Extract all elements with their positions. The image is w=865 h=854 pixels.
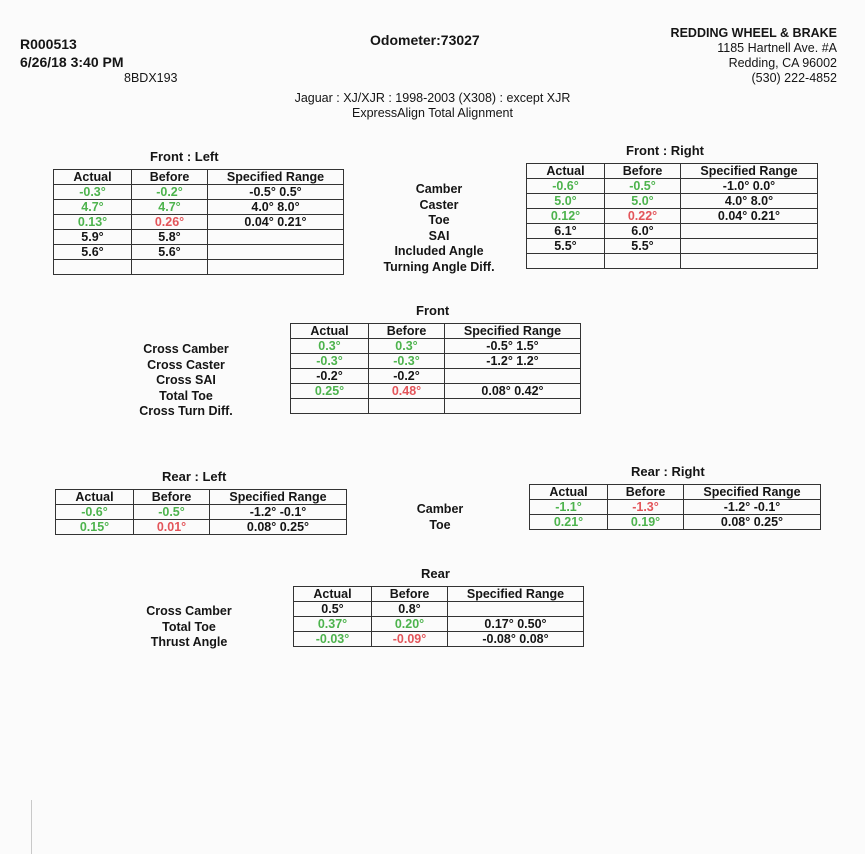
- actual-value: [54, 260, 132, 275]
- specified-range: 0.08° 0.42°: [445, 384, 581, 399]
- actual-value: 5.5°: [527, 239, 605, 254]
- measurement-label: Toe: [428, 213, 450, 227]
- shop-name: REDDING WHEEL & BRAKE: [670, 26, 837, 40]
- specified-range: 0.08° 0.25°: [684, 515, 821, 530]
- measurement-label: Camber: [415, 182, 463, 196]
- measurement-label: Total Toe: [162, 619, 216, 634]
- column-header-actual: Actual: [291, 324, 369, 339]
- actual-value: 0.37°: [294, 617, 372, 632]
- specified-range: [208, 230, 344, 245]
- before-value: -0.2°: [369, 369, 445, 384]
- before-value: 0.19°: [608, 515, 684, 530]
- measurement-label: Cross Camber: [146, 604, 232, 618]
- measurement-label: Cross Turn Diff.: [139, 404, 233, 418]
- specified-range: -0.08° 0.08°: [448, 632, 584, 647]
- actual-value: -0.6°: [56, 505, 134, 520]
- measurement-label: Cross SAI: [156, 373, 216, 387]
- actual-value: 0.13°: [54, 215, 132, 230]
- column-header-before: Before: [605, 164, 681, 179]
- specified-range: 4.0° 8.0°: [208, 200, 344, 215]
- actual-value: -0.03°: [294, 632, 372, 647]
- specified-range: [681, 224, 818, 239]
- rear-right-table: [529, 484, 821, 530]
- table-row: [530, 515, 821, 530]
- specified-range: 0.04° 0.21°: [681, 209, 818, 224]
- specified-range: [445, 369, 581, 384]
- actual-value: 0.12°: [527, 209, 605, 224]
- actual-value: 5.9°: [54, 230, 132, 245]
- column-header-actual: Actual: [56, 490, 134, 505]
- table-row: [291, 399, 581, 414]
- rear-left-title: Rear : Left: [162, 469, 227, 484]
- table-row: [54, 260, 344, 275]
- table-row: [56, 505, 347, 520]
- table-row: [527, 194, 818, 209]
- actual-value: 0.25°: [291, 384, 369, 399]
- actual-value: -0.2°: [291, 369, 369, 384]
- column-header-before: Before: [369, 324, 445, 339]
- before-value: -0.5°: [134, 505, 210, 520]
- column-header-range: Specified Range: [681, 164, 818, 179]
- before-value: 0.01°: [134, 520, 210, 535]
- before-value: [369, 399, 445, 414]
- actual-value: 5.0°: [527, 194, 605, 209]
- rear-measurement-labels: [390, 502, 490, 533]
- rear-cross-labels: [124, 604, 254, 651]
- before-value: 0.22°: [605, 209, 681, 224]
- column-header-range: Specified Range: [208, 170, 344, 185]
- measurement-label: Total Toe: [159, 388, 213, 403]
- specified-range: -1.0° 0.0°: [681, 179, 818, 194]
- column-header-actual: Actual: [54, 170, 132, 185]
- actual-value: 0.3°: [291, 339, 369, 354]
- table-row: [527, 254, 818, 269]
- table-row: [54, 230, 344, 245]
- before-value: -1.3°: [608, 500, 684, 515]
- column-header-actual: Actual: [294, 587, 372, 602]
- column-header-range: Specified Range: [448, 587, 584, 602]
- specified-range: [445, 399, 581, 414]
- front-left-title: Front : Left: [150, 149, 219, 164]
- actual-value: -0.3°: [54, 185, 132, 200]
- actual-value: [291, 399, 369, 414]
- actual-value: 0.5°: [294, 602, 372, 617]
- report-datetime: 6/26/18 3:40 PM: [20, 54, 124, 70]
- specified-range: -1.2° -0.1°: [210, 505, 347, 520]
- measurement-label: Caster: [419, 197, 459, 212]
- column-header-actual: Actual: [530, 485, 608, 500]
- measurement-label: Turning Angle Diff.: [383, 259, 495, 274]
- specified-range: -1.2° -0.1°: [684, 500, 821, 515]
- actual-value: 4.7°: [54, 200, 132, 215]
- column-header-range: Specified Range: [684, 485, 821, 500]
- column-header-before: Before: [134, 490, 210, 505]
- specified-range: 0.04° 0.21°: [208, 215, 344, 230]
- license-plate: 8BDX193: [124, 71, 178, 85]
- before-value: -0.5°: [605, 179, 681, 194]
- actual-value: [527, 254, 605, 269]
- measurement-label: Camber: [416, 502, 464, 516]
- column-header-actual: Actual: [527, 164, 605, 179]
- shop-info: [671, 26, 837, 86]
- specified-range: 4.0° 8.0°: [681, 194, 818, 209]
- before-value: [605, 254, 681, 269]
- front-left-table: [53, 169, 344, 275]
- specified-range: [681, 239, 818, 254]
- before-value: -0.2°: [132, 185, 208, 200]
- actual-value: 0.21°: [530, 515, 608, 530]
- specified-range: -0.5° 0.5°: [208, 185, 344, 200]
- before-value: [132, 260, 208, 275]
- shop-address: 1185 Hartnell Ave. #A: [717, 41, 837, 55]
- table-row: [294, 617, 584, 632]
- before-value: 4.7°: [132, 200, 208, 215]
- table-row: [527, 239, 818, 254]
- specified-range: 0.08° 0.25°: [210, 520, 347, 535]
- before-value: 0.3°: [369, 339, 445, 354]
- table-row: [527, 224, 818, 239]
- before-value: -0.09°: [372, 632, 448, 647]
- specified-range: -0.5° 1.5°: [445, 339, 581, 354]
- column-header-before: Before: [132, 170, 208, 185]
- before-value: 5.8°: [132, 230, 208, 245]
- specified-range: 0.17° 0.50°: [448, 617, 584, 632]
- rear-cross-title: Rear: [421, 566, 450, 581]
- specified-range: [208, 245, 344, 260]
- scan-margin-line: [31, 800, 32, 854]
- column-header-range: Specified Range: [210, 490, 347, 505]
- vehicle-description: Jaguar : XJ/XJR : 1998-2003 (X308) : except XJR: [294, 91, 571, 105]
- before-value: 5.0°: [605, 194, 681, 209]
- table-row: [527, 179, 818, 194]
- rear-left-table: [55, 489, 347, 535]
- actual-value: -0.6°: [527, 179, 605, 194]
- table-row: [527, 209, 818, 224]
- table-row: [530, 500, 821, 515]
- table-row: [54, 245, 344, 260]
- specified-range: [448, 602, 584, 617]
- front-right-table: [526, 163, 818, 269]
- rear-right-title: Rear : Right: [631, 464, 705, 479]
- measurement-label: Thrust Angle: [150, 635, 228, 649]
- specified-range: [681, 254, 818, 269]
- front-cross-title: Front: [416, 303, 450, 318]
- before-value: 6.0°: [605, 224, 681, 239]
- table-row: [56, 520, 347, 535]
- before-value: 5.6°: [132, 245, 208, 260]
- before-value: 0.26°: [132, 215, 208, 230]
- measurement-label: SAI: [428, 228, 450, 243]
- measurement-label: Included Angle: [394, 244, 484, 258]
- service-description: ExpressAlign Total Alignment: [352, 106, 513, 120]
- shop-phone: (530) 222-4852: [751, 71, 837, 85]
- table-row: [54, 200, 344, 215]
- front-cross-table: [290, 323, 581, 414]
- before-value: 5.5°: [605, 239, 681, 254]
- vehicle-info: [0, 91, 865, 121]
- table-row: [291, 339, 581, 354]
- actual-value: -1.1°: [530, 500, 608, 515]
- before-value: 0.8°: [372, 602, 448, 617]
- table-row: [294, 602, 584, 617]
- shop-city: Redding, CA 96002: [728, 56, 837, 70]
- measurement-label: Cross Camber: [143, 342, 229, 356]
- table-row: [291, 384, 581, 399]
- column-header-before: Before: [608, 485, 684, 500]
- actual-value: -0.3°: [291, 354, 369, 369]
- front-right-title: Front : Right: [626, 143, 704, 158]
- specified-range: -1.2° 1.2°: [445, 354, 581, 369]
- actual-value: 6.1°: [527, 224, 605, 239]
- table-row: [54, 215, 344, 230]
- front-measurement-labels: [366, 182, 512, 275]
- measurement-label: Toe: [429, 517, 451, 532]
- table-row: [291, 354, 581, 369]
- actual-value: 5.6°: [54, 245, 132, 260]
- table-row: [291, 369, 581, 384]
- column-header-range: Specified Range: [445, 324, 581, 339]
- specified-range: [208, 260, 344, 275]
- before-value: -0.3°: [369, 354, 445, 369]
- column-header-before: Before: [372, 587, 448, 602]
- odometer-reading: Odometer:73027: [370, 32, 480, 48]
- front-cross-labels: [122, 342, 250, 420]
- measurement-label: Cross Caster: [147, 357, 225, 372]
- actual-value: 0.15°: [56, 520, 134, 535]
- before-value: 0.20°: [372, 617, 448, 632]
- repair-order-number: R000513: [20, 36, 77, 52]
- table-row: [54, 185, 344, 200]
- rear-cross-table: [293, 586, 584, 647]
- table-row: [294, 632, 584, 647]
- before-value: 0.48°: [369, 384, 445, 399]
